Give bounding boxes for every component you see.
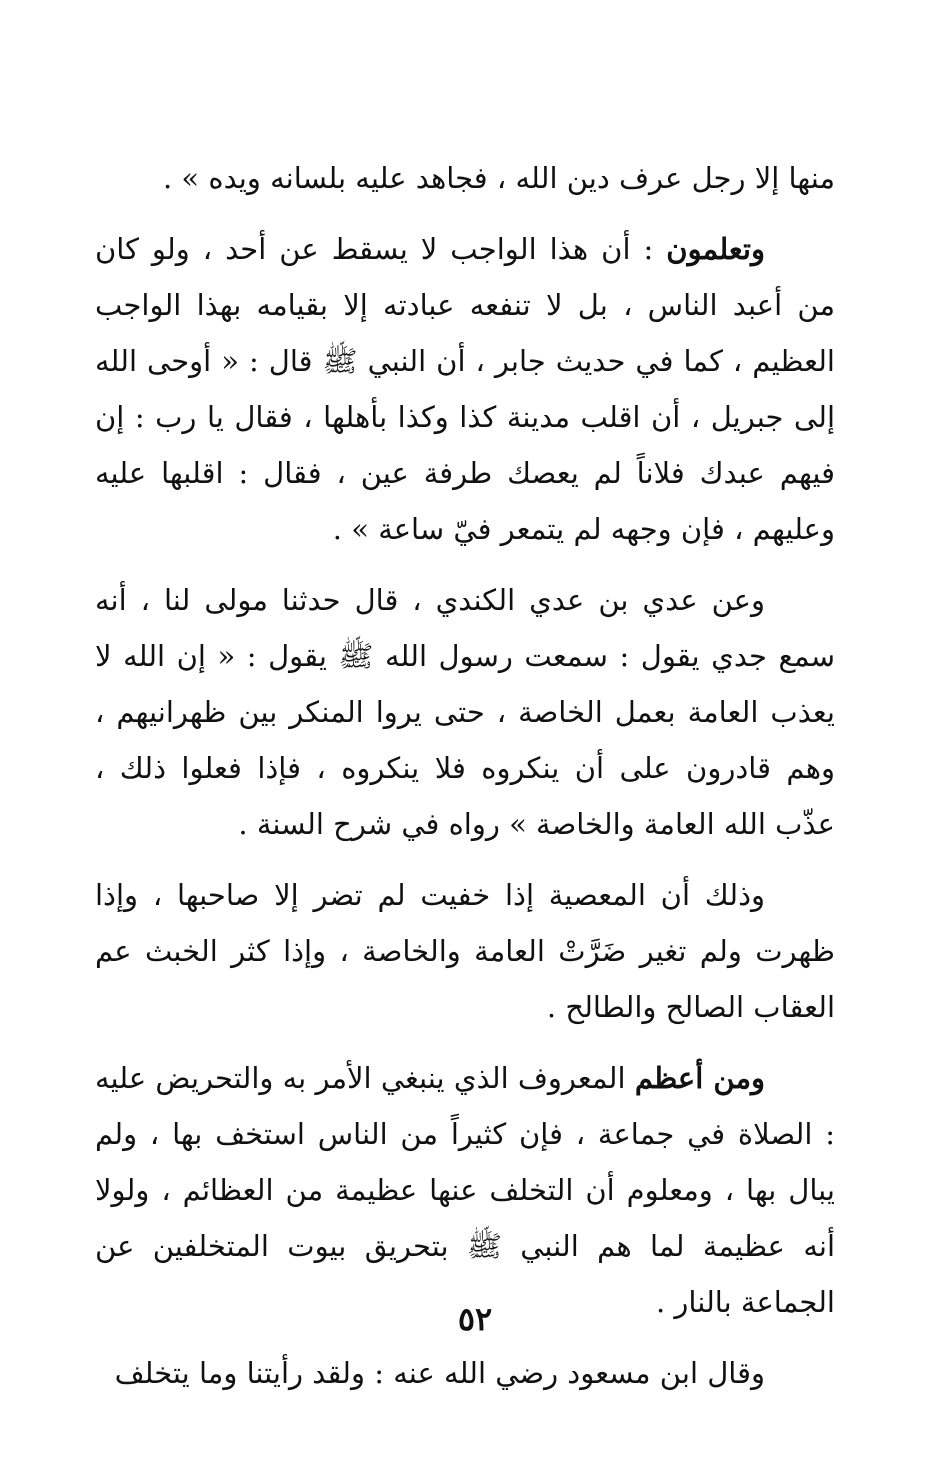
paragraph-5 <box>95 1050 835 1330</box>
paragraph-2-text: : أن هذا الواجب لا يسقط عن أحد ، ولو كان من أعبد الناس ، بل لا تنفعه عبادته إلا بقيامه بهذا الواجب العظيم ، كما في حديث جابر ، أن النبي ﷺ قال : « أوحى الله إلى جبريل ، أن اقلب مدينة كذا وكذا بأهلها ، فقال يا رب : إن فيهم عبدك فلاناً لم يعصك طرفة عين ، فقال : اقلبها عليه وعليهم ، فإن وجهه لم يتمعر فيّ ساعة » . <box>95 232 835 546</box>
paragraph-2-lead: وتعلمون <box>666 232 765 266</box>
paragraph-3-text: وعن عدي بن عدي الكندي ، قال حدثنا مولى لنا ، أنه سمع جدي يقول : سمعت رسول الله ﷺ يقول : « إن الله لا يعذب العامة بعمل الخاصة ، حتى يروا المنكر بين ظهرانيهم ، وهم قادرون على أن ينكروه فلا ينكروه ، فإذا فعلوا ذلك ، عذّب الله العامة والخاصة » رواه في شرح السنة . <box>95 583 835 841</box>
paragraph-4 <box>95 867 835 1035</box>
page-number: ٥٢ <box>457 1300 493 1338</box>
paragraph-6-text: وقال ابن مسعود رضي الله عنه : ولقد رأيتنا وما يتخلف <box>114 1356 765 1390</box>
paragraph-4-text: وذلك أن المعصية إذا خفيت لم تضر إلا صاحبها ، وإذا ظهرت ولم تغير ضَرَّتْ العامة والخاصة ، وإذا كثر الخبث عم العقاب الصالح والطالح . <box>95 878 835 1024</box>
paragraph-1-text: منها إلا رجل عرف دين الله ، فجاهد عليه بلسانه ويده » . <box>162 161 835 195</box>
paragraph-6 <box>95 1345 835 1401</box>
page-body <box>95 150 835 1416</box>
paragraph-5-text: المعروف الذي ينبغي الأمر به والتحريض عليه : الصلاة في جماعة ، فإن كثيراً من الناس استخف بها ، ولم يبال بها ، ومعلوم أن التخلف عنها عظيمة من العظائم ، ولولا أنه عظيمة لما هم النبي ﷺ بتحريق بيوت المتخلفين عن الجماعة بالنار . <box>95 1061 835 1319</box>
paragraph-2 <box>95 221 835 557</box>
paragraph-5-lead: ومن أعظم <box>634 1061 765 1095</box>
paragraph-3 <box>95 572 835 852</box>
paragraph-1 <box>95 150 835 206</box>
